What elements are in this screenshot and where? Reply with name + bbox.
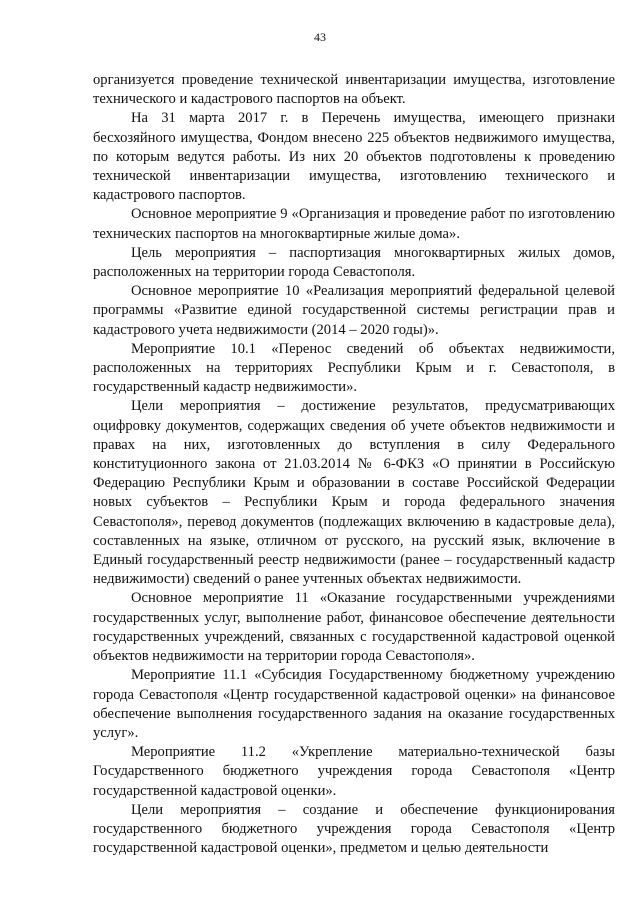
paragraph-activity-10-1-goals: Цели мероприятия – достижение результатов, предусматривающих оцифровку документов, содержащих сведения об учете объектов недвижимости и правах на них, изготовленных до вступления в силу Федерального конституционного закона от 21.03.2014 № 6-ФКЗ «О принятии в Российскую Федерацию Республики Крым и образовании в составе Российской Федерации новых субъектов – Республики Крым и города федерального значения Севастополя», перевод документов (подлежащих включению в кадастровые дела), составленных на языке, отличном от русского, на русский язык, включение в Единый государственный реестр недвижимости (ранее – государственный кадастр недвижимости) сведений о ранее учтенных объектах недвижимости. (93, 398, 615, 588)
paragraph-activity-9-goal: Цель мероприятия – паспортизация многоквартирных жилых домов, расположенных на территории города Севастополя. (93, 244, 615, 281)
paragraph-activity-10-1: Мероприятие 10.1 «Перенос сведений об объектах недвижимости, расположенных на территориях Республики Крым и г. Севастополя, в государственный кадастр недвижимости». (93, 340, 615, 396)
paragraph-activity-10: Основное мероприятие 10 «Реализация мероприятий федеральной целевой программы «Развитие единой государственной системы регистрации прав и кадастрового учета недвижимости (2014 – 2020 годы)». (93, 283, 615, 338)
paragraph-activity-9: Основное мероприятие 9 «Организация и проведение работ по изготовлению технических паспортов на многоквартирные жилые дома». (93, 206, 615, 242)
page-number: 43 (314, 30, 326, 44)
paragraph-activity-11-2: Мероприятие 11.2 «Укрепление материально-технической базы Государственного бюджетного учреждения города Севастополя «Центр государственной кадастровой оценки». (93, 744, 615, 799)
paragraph-property-list: На 31 марта 2017 г. в Перечень имущества, имеющего признаки бесхозяйного имущества, Фондом внесено 225 объектов недвижимого имущества, по которым ведутся работы. Из них 20 объектов подготовлены к проведению технической инвентаризации имущества, изготовлению технического и кадастрового паспортов. (93, 110, 615, 204)
paragraph-activity-11-1: Мероприятие 11.1 «Субсидия Государственному бюджетному учреждению города Севастополя «Центр государственной кадастровой оценки» на финансовое обеспечение выполнения государственного задания на оказание государственных услуг». (93, 667, 615, 741)
paragraph-activity-11-2-goals: Цели мероприятия – создание и обеспечение функционирования государственного бюджетного учреждения города Севастополя «Центр государственной кадастровой оценки», предметом и целью деятельности (93, 801, 615, 857)
paragraph-activity-11: Основное мероприятие 11 «Оказание государственными учреждениями государственных услуг, выполнение работ, финансовое обеспечение деятельности государственных учреждений, связанных с государственной кадастровой оценкой объектов недвижимости на территории города Севастополя». (93, 590, 615, 665)
paragraph-continuation: организуется проведение технической инвентаризации имущества, изготовление технического и кадастрового паспортов на объект. (93, 72, 615, 108)
document-body (93, 71, 615, 858)
